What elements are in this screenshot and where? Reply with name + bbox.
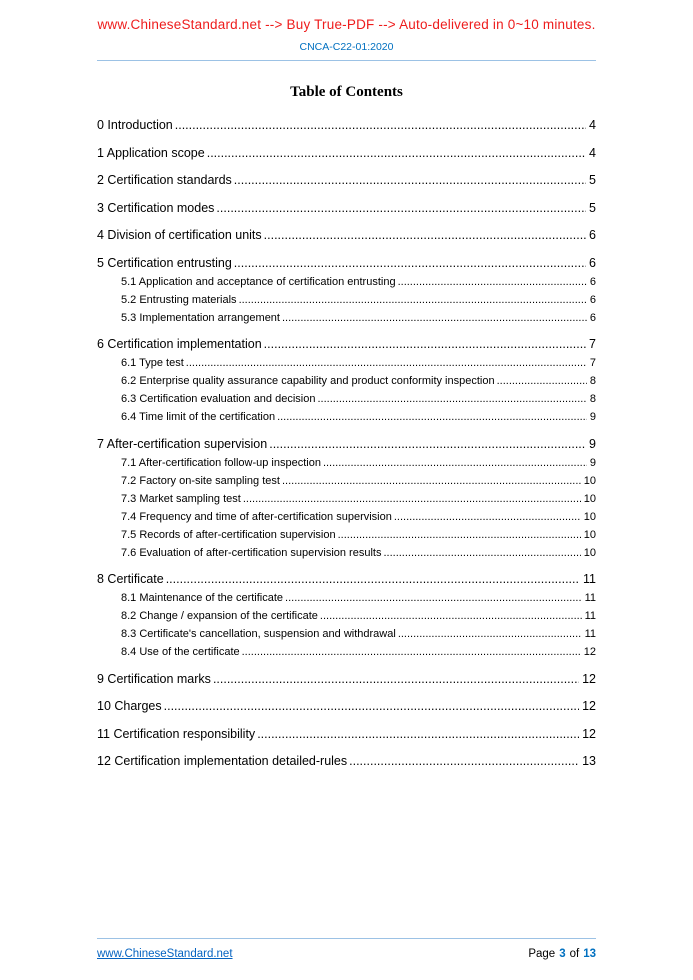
toc-leader-dots xyxy=(234,256,586,271)
toc-leader-dots xyxy=(277,411,587,424)
toc-entry-page: 9 xyxy=(589,436,596,451)
toc-entry xyxy=(97,511,596,524)
toc-entry-label: 2 Certification standards xyxy=(97,173,232,187)
toc-leader-dots xyxy=(234,173,586,188)
toc-entry-label: 7.1 After-certification follow-up inspection xyxy=(121,456,321,469)
toc-entry-label: 7 After-certification supervision xyxy=(97,436,268,451)
toc-entry xyxy=(97,493,596,506)
toc-leader-dots xyxy=(243,493,581,506)
toc-entry-page: 6 xyxy=(589,228,596,242)
toc-entry xyxy=(97,628,596,641)
toc-leader-dots xyxy=(264,228,586,243)
toc-entry xyxy=(97,547,596,560)
toc-entry-label: 7.3 Market sampling test xyxy=(121,492,241,505)
toc-entry xyxy=(97,572,596,587)
toc-entry-label: 8.4 Use of the certificate xyxy=(121,646,240,658)
toc-entry xyxy=(97,294,596,307)
toc-entry-page: 6 xyxy=(589,311,596,324)
table-of-contents xyxy=(97,118,596,769)
footer-website-link[interactable]: www.ChineseStandard.net xyxy=(97,948,233,960)
toc-leader-dots xyxy=(164,699,579,714)
toc-entry-label: 5.3 Implementation arrangement xyxy=(121,311,280,324)
header-divider xyxy=(97,60,596,61)
toc-entry xyxy=(97,411,596,424)
page-footer xyxy=(97,938,596,960)
toc-entry xyxy=(97,592,596,605)
toc-entry-label: 7.5 Records of after-certification supervision xyxy=(121,528,336,541)
toc-entry xyxy=(97,646,596,659)
toc-entry-label: 5 Certification entrusting xyxy=(97,255,232,270)
toc-entry-page: 7 xyxy=(589,337,596,351)
toc-entry xyxy=(97,118,596,133)
page-number-indicator xyxy=(528,948,596,960)
toc-entry-label: 11 Certification responsibility xyxy=(97,726,256,741)
toc-entry-label: 0 Introduction xyxy=(97,118,173,132)
toc-leader-dots xyxy=(398,276,587,289)
toc-leader-dots xyxy=(216,201,586,216)
toc-entry-page: 12 xyxy=(582,699,596,713)
toc-entry-label: 6.3 Certification evaluation and decision xyxy=(121,393,316,405)
toc-entry xyxy=(97,312,596,325)
toc-entry-label: 4 Division of certification units xyxy=(97,228,262,242)
page-title: Table of Contents xyxy=(290,84,403,100)
toc-entry-label: 6.4 Time limit of the certification xyxy=(121,411,276,423)
toc-entry xyxy=(97,727,596,742)
toc-entry-page: 11 xyxy=(584,628,596,640)
toc-entry xyxy=(97,754,596,769)
document-code: CNCA-C22-01:2020 xyxy=(299,41,394,53)
toc-entry xyxy=(97,393,596,406)
toc-entry xyxy=(97,256,596,271)
toc-leader-dots xyxy=(282,312,587,325)
toc-entry-page: 10 xyxy=(583,546,596,559)
toc-entry-label: 1 Application scope xyxy=(97,145,205,160)
toc-entry-label: 8.2 Change / expansion of the certificate xyxy=(121,610,318,622)
promo-banner: www.ChineseStandard.net --> Buy True-PDF --> Auto-delivered in 0~10 minutes. xyxy=(97,17,596,32)
toc-entry-label: 8 Certificate xyxy=(97,572,164,586)
toc-entry-label: 7.2 Factory on-site sampling test xyxy=(121,474,280,487)
toc-entry-label: 9 Certification marks xyxy=(97,671,211,686)
toc-entry-page: 10 xyxy=(583,474,596,487)
toc-leader-dots xyxy=(282,475,581,488)
toc-entry xyxy=(97,529,596,542)
toc-leader-dots xyxy=(323,457,587,470)
toc-entry-page: 9 xyxy=(589,411,596,423)
toc-entry-page: 12 xyxy=(583,646,596,658)
current-page-number: 3 xyxy=(559,948,566,960)
footer-divider xyxy=(97,938,596,939)
toc-leader-dots xyxy=(242,646,581,659)
toc-entry xyxy=(97,437,596,452)
toc-entry-label: 8.3 Certificate's cancellation, suspension and withdrawal xyxy=(121,628,396,640)
total-page-number: 13 xyxy=(583,948,596,960)
toc-entry-label: 7.4 Frequency and time of after-certification supervision xyxy=(121,510,392,523)
toc-leader-dots xyxy=(207,146,586,161)
toc-entry-label: 5.1 Application and acceptance of certification entrusting xyxy=(121,275,396,288)
toc-entry-label: 10 Charges xyxy=(97,699,162,713)
toc-entry-label: 6 Certification implementation xyxy=(97,337,262,351)
toc-entry-page: 9 xyxy=(589,456,596,469)
toc-entry-page: 10 xyxy=(583,492,596,505)
toc-entry-label: 12 Certification implementation detailed-rules xyxy=(97,754,348,768)
toc-entry xyxy=(97,475,596,488)
toc-leader-dots xyxy=(338,529,581,542)
toc-entry-page: 13 xyxy=(582,754,596,768)
toc-entry xyxy=(97,201,596,216)
toc-entry-page: 8 xyxy=(589,393,596,405)
toc-entry-page: 6 xyxy=(589,255,596,270)
toc-entry xyxy=(97,146,596,161)
toc-entry-page: 5 xyxy=(589,200,596,215)
toc-leader-dots xyxy=(349,754,579,769)
toc-leader-dots xyxy=(398,628,582,641)
toc-entry xyxy=(97,699,596,714)
toc-entry xyxy=(97,228,596,243)
toc-leader-dots xyxy=(257,727,579,742)
toc-entry xyxy=(97,672,596,687)
toc-entry-page: 11 xyxy=(584,610,596,622)
toc-entry xyxy=(97,276,596,289)
toc-entry-page: 12 xyxy=(582,726,596,741)
toc-entry-page: 7 xyxy=(589,357,596,369)
toc-leader-dots xyxy=(320,610,582,623)
toc-leader-dots xyxy=(285,592,582,605)
toc-leader-dots xyxy=(166,572,580,587)
toc-entry-page: 5 xyxy=(589,173,596,187)
toc-entry-page: 10 xyxy=(583,528,596,541)
toc-entry xyxy=(97,337,596,352)
toc-leader-dots xyxy=(383,547,580,560)
toc-entry-page: 8 xyxy=(589,375,596,387)
toc-leader-dots xyxy=(175,118,586,133)
toc-entry-page: 11 xyxy=(584,592,596,604)
toc-entry xyxy=(97,457,596,470)
toc-leader-dots xyxy=(269,437,586,452)
toc-entry-label: 6.1 Type test xyxy=(121,357,184,369)
toc-entry-label: 7.6 Evaluation of after-certification supervision results xyxy=(121,546,382,559)
toc-leader-dots xyxy=(264,337,586,352)
toc-leader-dots xyxy=(394,511,581,524)
toc-entry-page: 6 xyxy=(589,293,596,306)
toc-entry-page: 10 xyxy=(583,510,596,523)
toc-entry-label: 6.2 Enterprise quality assurance capability and product conformity inspection xyxy=(121,375,495,387)
toc-leader-dots xyxy=(317,393,586,406)
toc-entry-page: 6 xyxy=(589,275,596,288)
toc-entry xyxy=(97,357,596,370)
toc-entry-label: 5.2 Entrusting materials xyxy=(121,293,237,306)
toc-leader-dots xyxy=(213,672,579,687)
toc-entry-page: 4 xyxy=(589,145,596,160)
of-label: of xyxy=(569,948,580,960)
toc-leader-dots xyxy=(186,357,587,370)
toc-entry-page: 12 xyxy=(582,671,596,686)
page-label: Page xyxy=(528,948,556,960)
toc-entry xyxy=(97,173,596,188)
toc-entry-label: 3 Certification modes xyxy=(97,200,215,215)
toc-leader-dots xyxy=(239,294,587,307)
toc-entry-page: 11 xyxy=(583,572,596,586)
toc-entry-page: 4 xyxy=(589,118,596,132)
toc-entry-label: 8.1 Maintenance of the certificate xyxy=(121,592,284,604)
toc-leader-dots xyxy=(497,375,587,388)
toc-entry xyxy=(97,610,596,623)
toc-entry xyxy=(97,375,596,388)
